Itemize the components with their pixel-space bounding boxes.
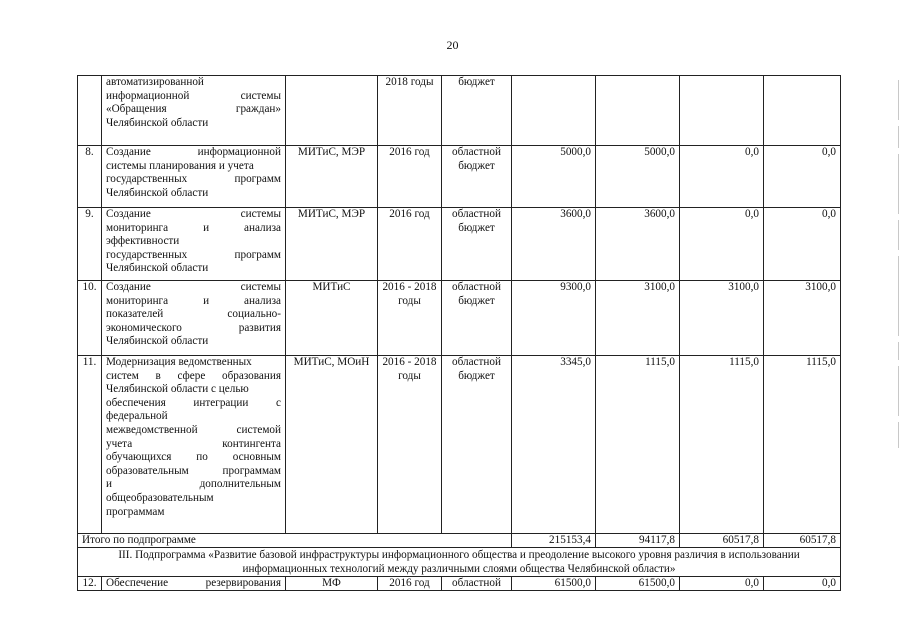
- table-row: [78, 577, 841, 591]
- activity-name: [102, 76, 286, 146]
- amount-2017: 0,0: [680, 577, 764, 591]
- period: 2016 год: [378, 208, 442, 281]
- amount-2016: 3600,0: [596, 208, 680, 281]
- activity-name-line: «Обращения граждан»: [106, 103, 281, 116]
- activity-name-line: Обеспечение резервирования: [106, 577, 281, 589]
- funding-source: областной: [442, 577, 512, 591]
- period: 2018 годы: [378, 76, 442, 146]
- activity-name-line: обучающихся по основным: [106, 451, 281, 464]
- amount-2017: 1115,0: [680, 356, 764, 534]
- row-number: 10.: [78, 281, 102, 356]
- amount-2016: 3100,0: [596, 281, 680, 356]
- subtotal-2017: 60517,8: [680, 534, 764, 548]
- activity-name: [102, 281, 286, 356]
- activity-name-line: Челябинской области: [106, 335, 209, 348]
- subtotal-total: 215153,4: [512, 534, 596, 548]
- subprogram-heading: III. Подпрограмма «Развитие базовой инфраструктуры информационного общества и преодоление высокого уровня различия в использовании информационных технологий между различными слоями общества Челябинской области»: [78, 548, 841, 577]
- activity-name-line: Модернизация ведомственных: [106, 356, 252, 368]
- row-number: 9.: [78, 208, 102, 281]
- amount-2016: 61500,0: [596, 577, 680, 591]
- total-amount: 5000,0: [512, 146, 596, 208]
- activity-name-line: федеральной: [106, 410, 168, 423]
- table-row: [78, 76, 841, 146]
- row-number: 8.: [78, 146, 102, 208]
- total-amount: 3345,0: [512, 356, 596, 534]
- activity-name-line: системы планирования и учета: [106, 159, 254, 172]
- activity-name-line: Челябинской области: [106, 262, 209, 275]
- activity-name: [102, 208, 286, 281]
- activity-name-line: Создание информационной: [106, 146, 281, 158]
- row-number: [78, 76, 102, 146]
- period: 2016 - 2018 годы: [378, 281, 442, 356]
- total-amount: 61500,0: [512, 577, 596, 591]
- activity-name-line: межведомственной системой: [106, 423, 281, 436]
- amount-2018: 3100,0: [764, 281, 841, 356]
- subtotal-2016: 94117,8: [596, 534, 680, 548]
- executor: МИТиС, МОиН: [286, 356, 378, 534]
- amount-2016: 1115,0: [596, 356, 680, 534]
- activity-name-line: экономического развития: [106, 321, 281, 334]
- table-body: [78, 76, 841, 591]
- funding-source: областной бюджет: [442, 208, 512, 281]
- executor: МИТиС, МЭР: [286, 208, 378, 281]
- period: 2016 год: [378, 577, 442, 591]
- activity-name-line: образовательным программам: [106, 464, 281, 477]
- total-amount: 3600,0: [512, 208, 596, 281]
- funding-source: областной бюджет: [442, 281, 512, 356]
- table-row: [78, 356, 841, 534]
- amount-2017: 0,0: [680, 146, 764, 208]
- activity-name-line: общеобразовательным: [106, 491, 214, 504]
- subprogram-heading-row: [78, 548, 841, 577]
- activity-name-line: Челябинской области: [106, 116, 209, 129]
- subtotal-2018: 60517,8: [764, 534, 841, 548]
- executor: МФ: [286, 577, 378, 591]
- funding-source: бюджет: [442, 76, 512, 146]
- amount-2018: 0,0: [764, 577, 841, 591]
- amount-2018: 0,0: [764, 208, 841, 281]
- executor: [286, 76, 378, 146]
- activity-name-line: систем в сфере образования: [106, 369, 281, 382]
- activity-name-line: показателей социально-: [106, 308, 281, 321]
- amount-2017: 0,0: [680, 208, 764, 281]
- scan-edge-marks: [895, 80, 901, 600]
- activity-name: [102, 356, 286, 534]
- table-row: [78, 281, 841, 356]
- table-row: [78, 208, 841, 281]
- funding-source: областной бюджет: [442, 146, 512, 208]
- row-number: 11.: [78, 356, 102, 534]
- executor: МИТиС: [286, 281, 378, 356]
- activity-name-line: государственных программ: [106, 248, 281, 261]
- activity-name-line: мониторинга и анализа: [106, 221, 281, 234]
- activity-name-line: Челябинской области: [106, 186, 209, 199]
- activity-name-line: автоматизированной: [106, 76, 204, 88]
- table-row: [78, 146, 841, 208]
- activity-name: [102, 146, 286, 208]
- amount-2017: [680, 76, 764, 146]
- period: 2016 - 2018 годы: [378, 356, 442, 534]
- activity-name-line: информационной системы: [106, 89, 281, 102]
- total-amount: [512, 76, 596, 146]
- amount-2018: 0,0: [764, 146, 841, 208]
- total-amount: 9300,0: [512, 281, 596, 356]
- activity-name-line: и дополнительным: [106, 478, 281, 491]
- amount-2016: 5000,0: [596, 146, 680, 208]
- funding-source: областной бюджет: [442, 356, 512, 534]
- amount-2016: [596, 76, 680, 146]
- row-number: 12.: [78, 577, 102, 591]
- amount-2018: [764, 76, 841, 146]
- activity-name-line: эффективности: [106, 235, 180, 248]
- activity-name-line: государственных программ: [106, 173, 281, 186]
- executor: МИТиС, МЭР: [286, 146, 378, 208]
- activity-name-line: Челябинской области с целью: [106, 383, 249, 396]
- amount-2017: 3100,0: [680, 281, 764, 356]
- activity-name-line: Создание системы: [106, 281, 281, 293]
- subtotal-label: Итого по подпрограмме: [78, 534, 512, 548]
- activity-name-line: Создание системы: [106, 208, 281, 220]
- subtotal-row: [78, 534, 841, 548]
- activity-name-line: программам: [106, 505, 165, 518]
- activity-name: [102, 577, 286, 591]
- period: 2016 год: [378, 146, 442, 208]
- activity-name-line: обеспечения интеграции с: [106, 396, 281, 409]
- activity-name-line: мониторинга и анализа: [106, 294, 281, 307]
- page-number: 20: [446, 38, 459, 52]
- activity-name-line: учета контингента: [106, 437, 281, 450]
- budget-table: [77, 75, 841, 591]
- amount-2018: 1115,0: [764, 356, 841, 534]
